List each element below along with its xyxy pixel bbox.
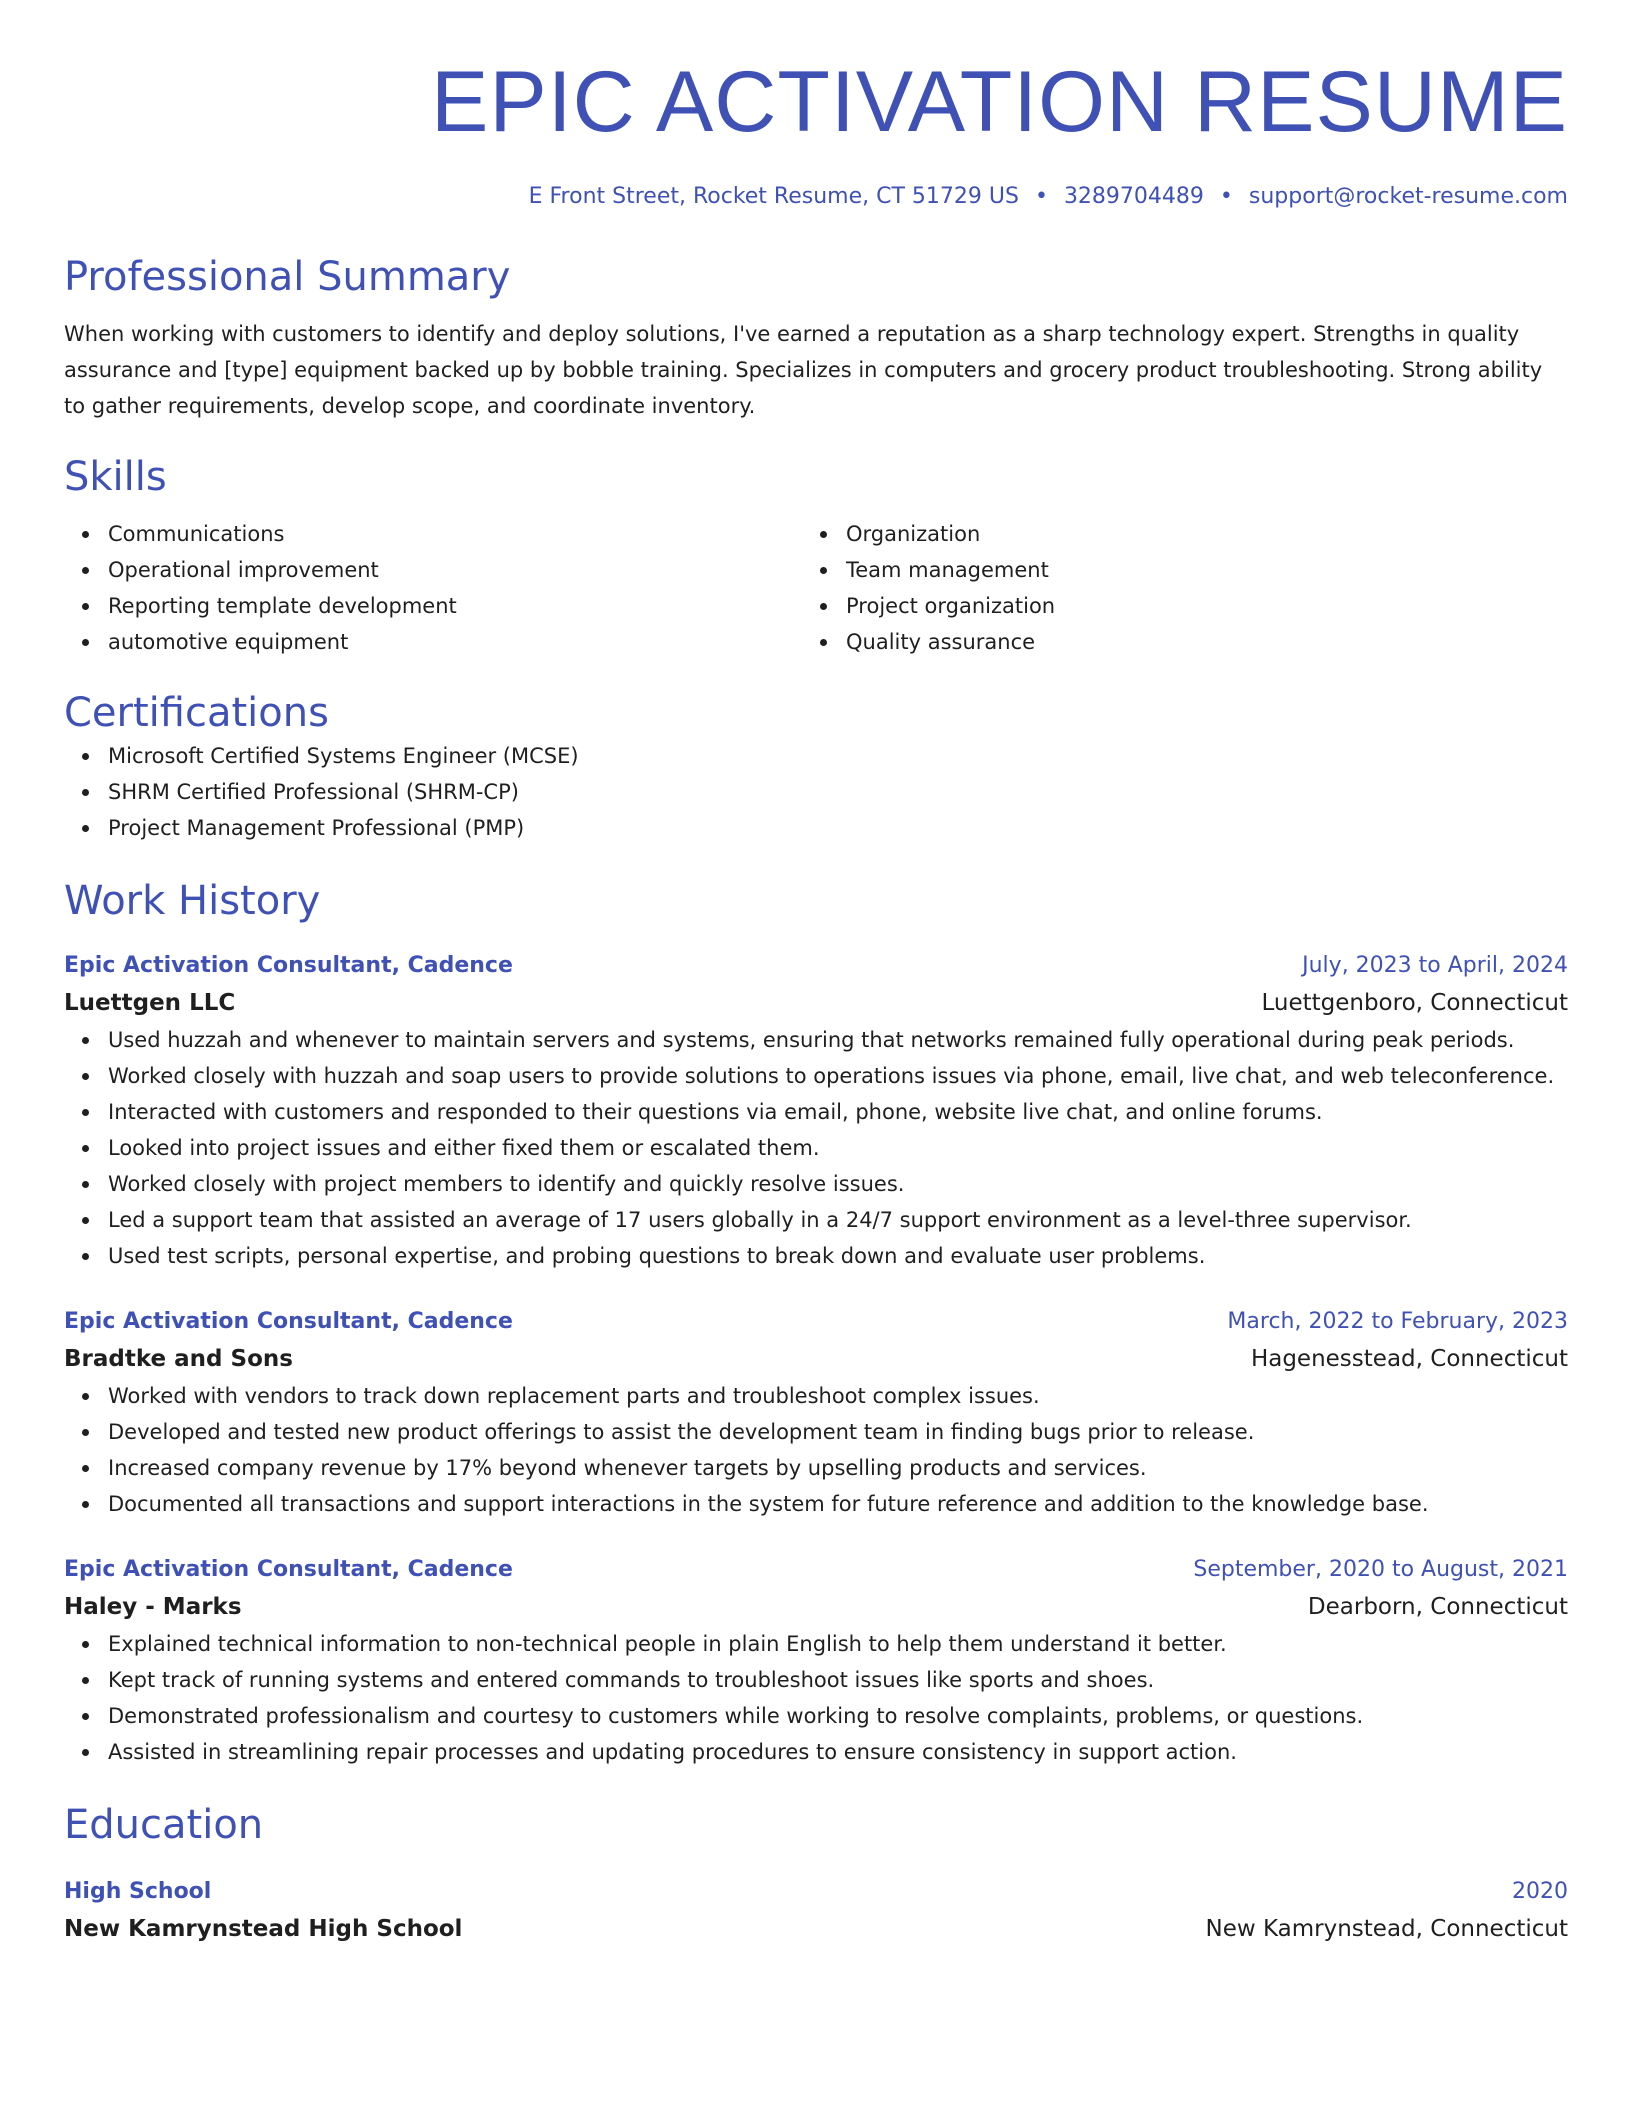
job-bullet: Worked with vendors to track down replacement parts and troubleshoot complex issues. (108, 1378, 1568, 1414)
skill-item: Reporting template development (108, 588, 802, 624)
job-dates: September, 2020 to August, 2021 (1193, 1557, 1568, 1582)
skills-column-left (64, 516, 802, 660)
resume-header (64, 0, 1568, 212)
job-bullet: Increased company revenue by 17% beyond whenever targets by upselling products and services. (108, 1450, 1568, 1486)
contact-line (64, 182, 1568, 212)
section-title-education: Education (64, 1802, 264, 1848)
job-bullet: Demonstrated professionalism and courtesy to customers while working to resolve complaints, problems, or questions. (108, 1698, 1568, 1734)
job-title: Epic Activation Consultant, Cadence (64, 1557, 513, 1582)
job-company-row (64, 1588, 1568, 1626)
job-location: Luettgenboro, Connecticut (1261, 990, 1568, 1016)
education-location: New Kamrynstead, Connecticut (1205, 1916, 1568, 1942)
skills-grid (64, 516, 1568, 660)
job-company-row (64, 1340, 1568, 1378)
skill-item: Communications (108, 516, 802, 552)
bullet-separator: • (1034, 184, 1048, 209)
certification-item: Project Management Professional (PMP) (108, 810, 1568, 846)
job-bullet: Developed and tested new product offerings to assist the development team in finding bugs prior to release. (108, 1414, 1568, 1450)
education-school-row (64, 1910, 1568, 1948)
skills-column-right (802, 516, 1540, 660)
summary-section (64, 252, 1568, 424)
job-dates: March, 2022 to February, 2023 (1227, 1309, 1568, 1334)
section-title-skills: Skills (64, 454, 167, 500)
job-bullet: Looked into project issues and either fixed them or escalated them. (108, 1130, 1568, 1166)
summary-text: When working with customers to identify and deploy solutions, I've earned a reputation as a sharp technology expert. Strengths in quality assurance and [type] equipment backed up by bobble training. Specializes in computers and grocery product troubleshooting. Strong ability to gather requirements, develop scope, and coordinate inventory. (64, 322, 1543, 418)
job-bullet: Explained technical information to non-technical people in plain English to help them understand it better. (108, 1626, 1568, 1662)
contact-email: support@rocket-resume.com (1248, 184, 1568, 209)
job-entry (64, 948, 1568, 1274)
job-bullet: Worked closely with huzzah and soap users to provide solutions to operations issues via phone, email, live chat, and web teleconference. (108, 1058, 1568, 1094)
section-title-certifications: Certifications (64, 690, 329, 736)
job-bullet: Kept track of running systems and entered commands to troubleshoot issues like sports and shoes. (108, 1662, 1568, 1698)
job-company-row (64, 984, 1568, 1022)
education-degree-row (64, 1874, 1568, 1910)
job-company: Haley - Marks (64, 1594, 242, 1620)
job-dates: July, 2023 to April, 2024 (1302, 953, 1568, 978)
section-title-work-history: Work History (64, 878, 321, 924)
job-title-row (64, 948, 1568, 984)
contact-address: E Front Street, Rocket Resume, CT 51729 US (528, 184, 1019, 209)
education-section (64, 1800, 1568, 1948)
skill-item: Project organization (846, 588, 1540, 624)
skill-item: Team management (846, 552, 1540, 588)
skill-item: Organization (846, 516, 1540, 552)
certifications-list (64, 738, 1568, 846)
job-bullet: Led a support team that assisted an average of 17 users globally in a 24/7 support environment as a level-three supervisor. (108, 1202, 1568, 1238)
skills-section (64, 452, 1568, 660)
skills-list-left (64, 516, 802, 660)
job-entry (64, 1304, 1568, 1522)
certifications-section (64, 688, 1568, 846)
job-entry (64, 1552, 1568, 1770)
job-bullet: Assisted in streamlining repair processes and updating procedures to ensure consistency in support action. (108, 1734, 1568, 1770)
job-bullet: Interacted with customers and responded to their questions via email, phone, website live chat, and online forums. (108, 1094, 1568, 1130)
education-entry (64, 1874, 1568, 1948)
job-bullet: Worked closely with project members to identify and quickly resolve issues. (108, 1166, 1568, 1202)
job-title: Epic Activation Consultant, Cadence (64, 1309, 513, 1334)
job-location: Hagenesstead, Connecticut (1250, 1346, 1568, 1372)
certification-item: SHRM Certified Professional (SHRM-CP) (108, 774, 1568, 810)
job-location: Dearborn, Connecticut (1307, 1594, 1568, 1620)
job-title-row (64, 1552, 1568, 1588)
work-history-section (64, 876, 1568, 1770)
job-title-row (64, 1304, 1568, 1340)
education-year: 2020 (1512, 1879, 1568, 1904)
job-title: Epic Activation Consultant, Cadence (64, 953, 513, 978)
section-title-summary: Professional Summary (64, 254, 511, 300)
skill-item: Operational improvement (108, 552, 802, 588)
job-company: Luettgen LLC (64, 990, 236, 1016)
job-bullets (64, 1378, 1568, 1522)
contact-phone: 3289704489 (1063, 184, 1204, 209)
education-school: New Kamrynstead High School (64, 1916, 463, 1942)
job-bullets (64, 1626, 1568, 1770)
job-bullet: Documented all transactions and support interactions in the system for future reference and addition to the knowledge base. (108, 1486, 1568, 1522)
job-company: Bradtke and Sons (64, 1346, 293, 1372)
job-bullets (64, 1022, 1568, 1274)
bullet-separator: • (1219, 184, 1233, 209)
job-bullet: Used huzzah and whenever to maintain servers and systems, ensuring that networks remained fully operational during peak periods. (108, 1022, 1568, 1058)
skills-list-right (802, 516, 1540, 660)
skill-item: automotive equipment (108, 624, 802, 660)
job-bullet: Used test scripts, personal expertise, and probing questions to break down and evaluate user problems. (108, 1238, 1568, 1274)
resume-name: EPIC ACTIVATION RESUME (431, 54, 1568, 150)
education-degree: High School (64, 1879, 212, 1904)
skill-item: Quality assurance (846, 624, 1540, 660)
certification-item: Microsoft Certified Systems Engineer (MCSE) (108, 738, 1568, 774)
